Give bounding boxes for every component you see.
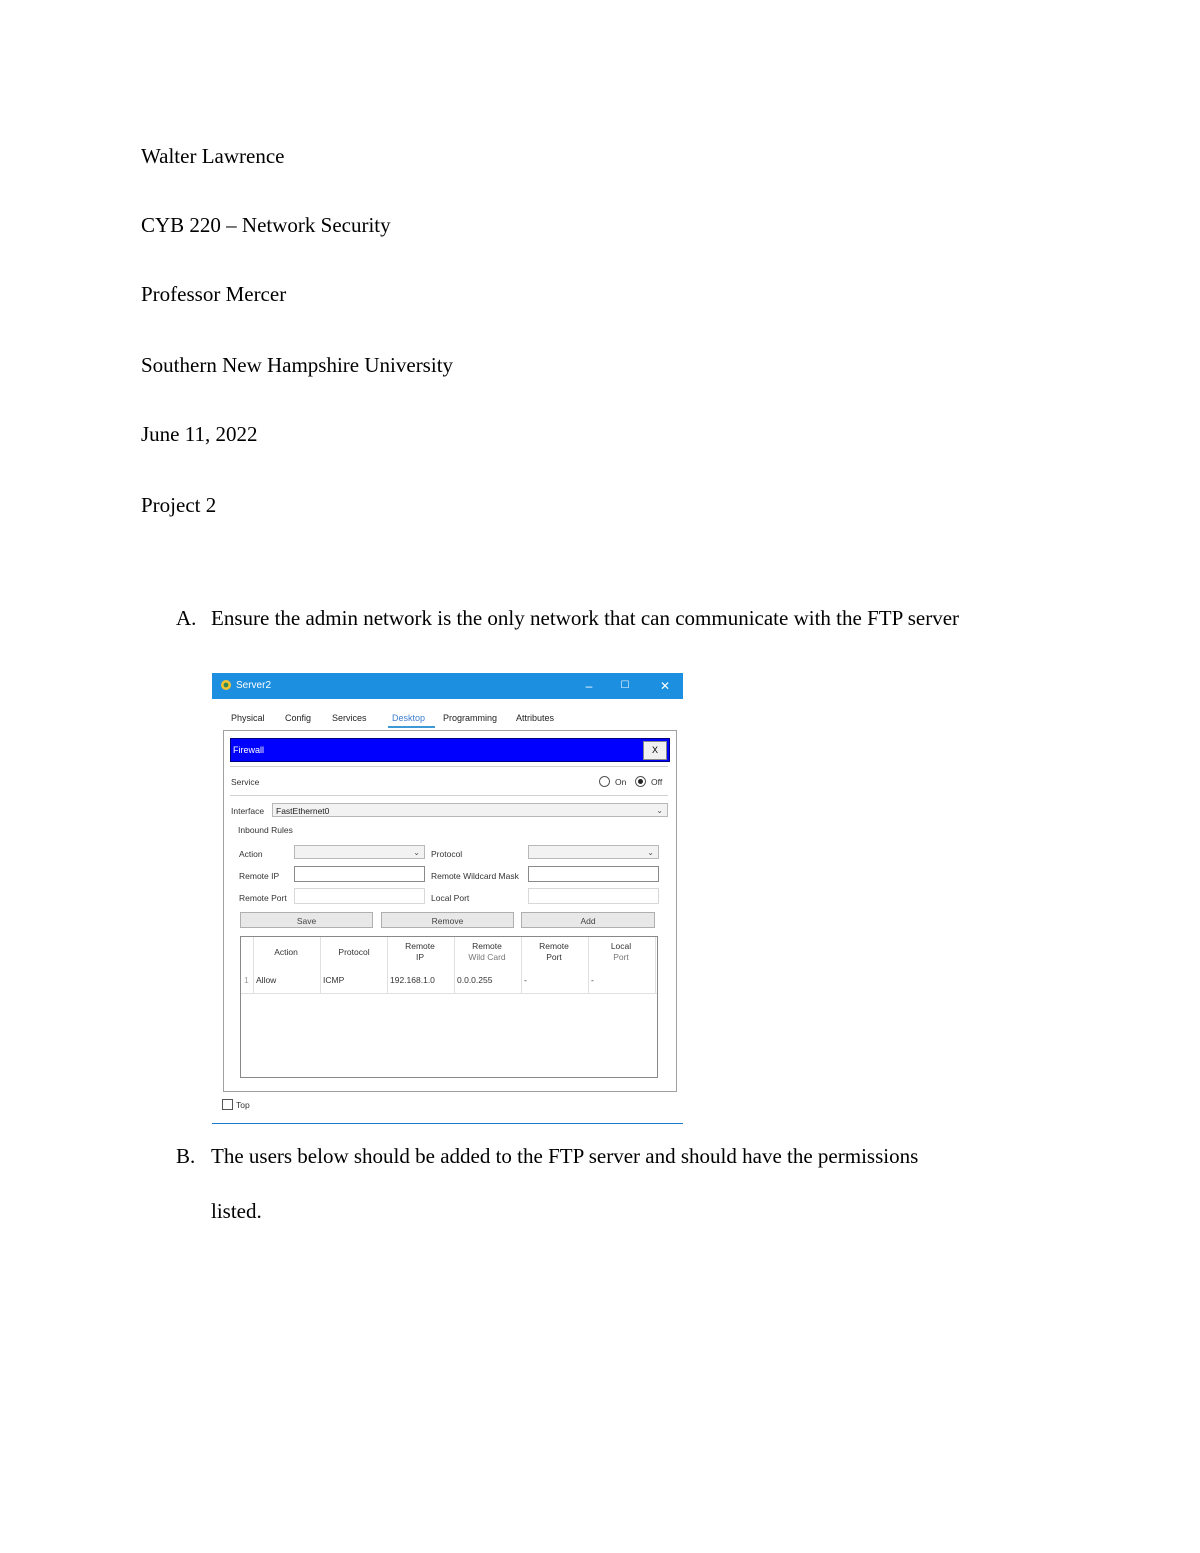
item-a-marker: A. xyxy=(176,606,197,630)
col-header-remote-port: Remote Port xyxy=(539,941,569,962)
remote-port-label: Remote Port xyxy=(239,893,287,903)
tab-attributes[interactable]: Attributes xyxy=(516,713,555,723)
action-select[interactable] xyxy=(294,845,425,859)
cell-action: Allow xyxy=(256,975,277,985)
server-app-icon xyxy=(220,679,232,691)
col-header-protocol: Protocol xyxy=(338,947,370,957)
window-title: Server2 xyxy=(236,680,272,691)
divider xyxy=(230,766,668,767)
col-divider xyxy=(655,937,656,994)
close-button[interactable]: ✕ xyxy=(659,679,671,693)
remote-ip-input[interactable] xyxy=(294,866,425,882)
firewall-title: Firewall xyxy=(233,745,265,755)
item-b-text-line1: The users below should be added to the FTP server and should have the permissions xyxy=(211,1144,919,1168)
service-on-radio[interactable] xyxy=(599,776,610,787)
protocol-label: Protocol xyxy=(431,849,463,859)
minimize-button[interactable]: – xyxy=(585,679,593,693)
cell-remote-port: - xyxy=(524,975,527,985)
maximize-button[interactable]: ☐ xyxy=(620,680,630,691)
top-checkbox[interactable] xyxy=(222,1099,233,1110)
col-header-remote-wildcard: Remote Wild Card xyxy=(468,941,506,962)
firewall-titlebar xyxy=(230,738,670,762)
chevron-down-icon: ⌄ xyxy=(413,848,420,857)
remote-ip-label: Remote IP xyxy=(239,871,280,881)
save-button[interactable]: Save xyxy=(240,912,373,928)
add-button[interactable]: Add xyxy=(521,912,655,928)
remote-port-input[interactable] xyxy=(294,888,425,904)
item-b-marker: B. xyxy=(176,1144,196,1168)
col-header-local-port: Local Port xyxy=(610,941,632,962)
author-name: Walter Lawrence xyxy=(141,144,285,168)
col-divider xyxy=(253,937,254,994)
professor-name: Professor Mercer xyxy=(141,282,287,306)
remote-wildcard-label: Remote Wildcard Mask xyxy=(431,871,519,881)
tab-programming[interactable]: Programming xyxy=(443,713,498,723)
service-off-label: Off xyxy=(651,777,663,787)
col-divider xyxy=(454,937,455,994)
interface-select[interactable] xyxy=(272,803,668,817)
cell-protocol: ICMP xyxy=(323,975,345,985)
service-on-label: On xyxy=(615,777,627,787)
window-titlebar xyxy=(212,673,683,699)
rules-table xyxy=(240,936,658,1078)
cell-wildcard: 0.0.0.255 xyxy=(457,975,493,985)
protocol-select[interactable] xyxy=(528,845,659,859)
university-name: Southern New Hampshire University xyxy=(141,353,454,377)
col-header-action: Action xyxy=(274,947,298,957)
remove-button[interactable]: Remove xyxy=(381,912,514,928)
document-date: June 11, 2022 xyxy=(141,422,258,446)
tab-physical[interactable]: Physical xyxy=(231,713,265,723)
col-divider xyxy=(387,937,388,994)
col-divider xyxy=(521,937,522,994)
local-port-input[interactable] xyxy=(528,888,659,904)
service-label: Service xyxy=(231,777,260,787)
top-checkbox-label: Top xyxy=(236,1100,250,1110)
action-label: Action xyxy=(239,849,263,859)
remote-wildcard-input[interactable] xyxy=(528,866,659,882)
chevron-down-icon: ⌄ xyxy=(647,848,654,857)
row-index: 1 xyxy=(244,975,249,985)
server-window-screenshot xyxy=(212,673,683,1124)
service-off-radio[interactable] xyxy=(635,776,646,787)
tab-config[interactable]: Config xyxy=(285,713,312,723)
row-divider xyxy=(241,993,657,994)
chevron-down-icon: ⌄ xyxy=(656,806,663,815)
item-a-text: Ensure the admin network is the only network that can communicate with the FTP server xyxy=(211,606,960,630)
interface-label: Interface xyxy=(231,806,265,816)
firewall-close-button[interactable]: X xyxy=(643,741,667,760)
project-title: Project 2 xyxy=(141,493,217,517)
col-divider xyxy=(588,937,589,994)
course-title: CYB 220 – Network Security xyxy=(141,213,391,237)
desktop-panel xyxy=(223,730,677,1092)
item-b-text-line2: listed. xyxy=(211,1199,262,1223)
local-port-label: Local Port xyxy=(431,893,470,903)
interface-value: FastEthernet0 xyxy=(276,806,330,816)
col-header-remote-ip: Remote IP xyxy=(405,941,435,962)
cell-remote-ip: 192.168.1.0 xyxy=(390,975,435,985)
tab-services[interactable]: Services xyxy=(332,713,367,723)
tab-desktop[interactable]: Desktop xyxy=(388,713,435,728)
col-divider xyxy=(320,937,321,994)
divider xyxy=(230,795,668,796)
cell-local-port: - xyxy=(591,975,594,985)
inbound-rules-label: Inbound Rules xyxy=(238,825,293,835)
